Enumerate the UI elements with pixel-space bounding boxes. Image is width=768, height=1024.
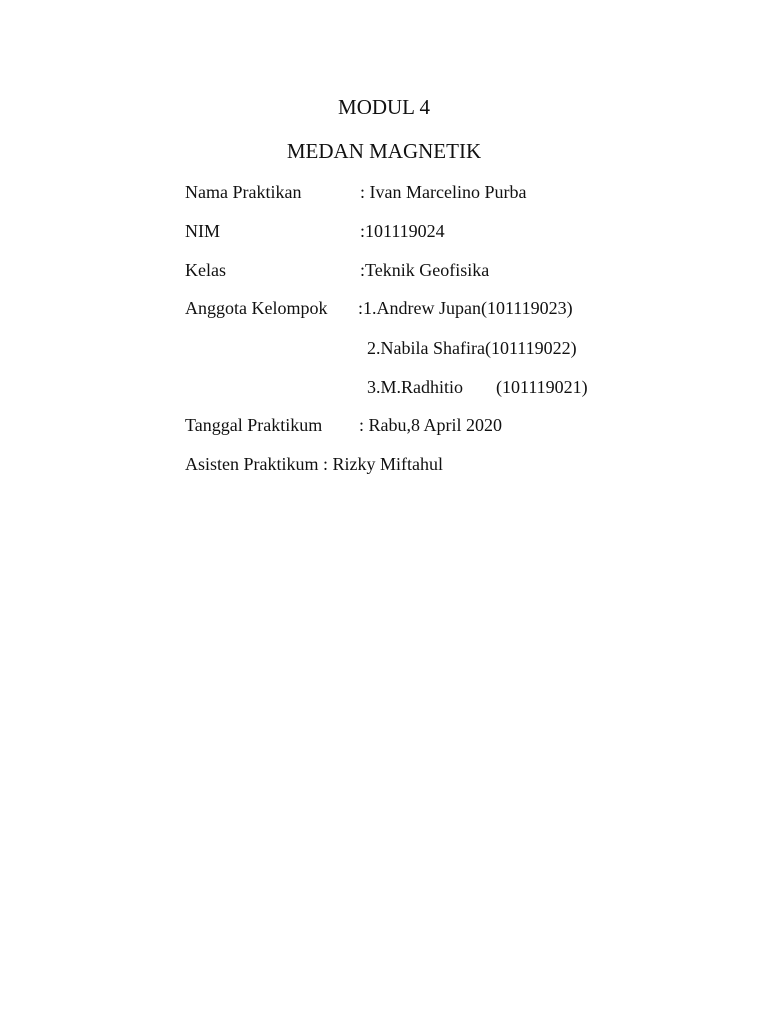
kelas-value: :Teknik Geofisika (360, 260, 490, 280)
module-title: MODUL 4 (338, 95, 430, 119)
asisten-line: Asisten Praktikum : Rizky Miftahul (185, 454, 443, 474)
nim-value: :101119024 (360, 221, 445, 241)
module-subtitle: MEDAN MAGNETIK (286, 139, 482, 163)
anggota-member-3-nim: (101119021) (496, 377, 588, 397)
anggota-label: Anggota Kelompok (185, 298, 328, 318)
nama-value: : Ivan Marcelino Purba (360, 182, 527, 202)
nama-label: Nama Praktikan (185, 182, 302, 202)
anggota-member-2: 2.Nabila Shafira(101119022) (367, 338, 577, 358)
tanggal-label: Tanggal Praktikum (185, 415, 323, 435)
anggota-member-3-name: 3.M.Radhitio (367, 377, 464, 397)
kelas-label: Kelas (185, 260, 226, 280)
nim-label: NIM (185, 221, 220, 241)
anggota-member-1: :1.Andrew Jupan(101119023) (358, 298, 573, 318)
tanggal-value: : Rabu,8 April 2020 (359, 415, 502, 435)
